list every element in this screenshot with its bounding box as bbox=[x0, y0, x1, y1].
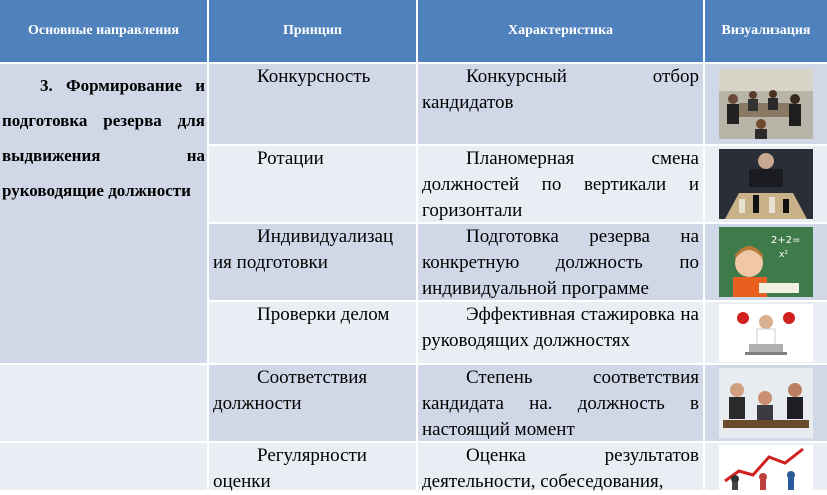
direction-empty-cell bbox=[0, 443, 207, 490]
student-chalkboard-photo-icon bbox=[719, 227, 813, 297]
direction-text: Формирование и подготовка резерва для выдвижения на руководящие должности bbox=[2, 76, 205, 200]
characteristic-cell: Конкурсный отбор кандидатов bbox=[418, 64, 703, 144]
principle-cell: Проверки делом bbox=[209, 302, 416, 363]
interview-photo-icon bbox=[719, 368, 813, 438]
principle-cell: Ротации bbox=[209, 146, 416, 222]
visualization-cell bbox=[705, 224, 827, 300]
chart-people-photo-icon bbox=[719, 445, 813, 490]
header-principle: Принцип bbox=[209, 0, 416, 62]
boxing-gloves-laptop-photo-icon bbox=[719, 304, 813, 362]
header-characteristic: Характеристика bbox=[418, 0, 703, 62]
header-visualization: Визуализация bbox=[705, 0, 827, 62]
chess-business-photo-icon bbox=[719, 149, 813, 219]
direction-cell bbox=[0, 64, 207, 363]
visualization-cell bbox=[705, 146, 827, 222]
svg-text:x²: x² bbox=[779, 250, 788, 260]
svg-text:2+2=: 2+2= bbox=[771, 235, 801, 246]
principle-cell: Регулярности оценки bbox=[209, 443, 416, 490]
principle-cell: Индивидуализац ия подготовки bbox=[209, 224, 416, 300]
characteristic-cell: Эффективная стажировка на руководящих должностях bbox=[418, 302, 703, 363]
direction-number: 3. bbox=[40, 76, 53, 95]
principle-cell: Соответствия должности bbox=[209, 365, 416, 441]
visualization-cell bbox=[705, 443, 827, 490]
principle-cell: Конкурсность bbox=[209, 64, 416, 144]
header-direction: Основные направления bbox=[0, 0, 207, 62]
characteristic-cell: Подготовка резерва на конкретную должность по индивидуальной программе bbox=[418, 224, 703, 300]
direction-empty-cell bbox=[0, 365, 207, 441]
characteristic-cell: Планомерная смена должностей по вертикали и горизонтали bbox=[418, 146, 703, 222]
visualization-cell bbox=[705, 365, 827, 441]
meeting-photo-icon bbox=[719, 69, 813, 139]
visualization-cell bbox=[705, 302, 827, 363]
characteristic-cell: Оценка результатов деятельности, собеседования, bbox=[418, 443, 703, 490]
visualization-cell bbox=[705, 64, 827, 144]
characteristic-cell: Степень соответствия кандидата на. должность в настоящий момент bbox=[418, 365, 703, 441]
